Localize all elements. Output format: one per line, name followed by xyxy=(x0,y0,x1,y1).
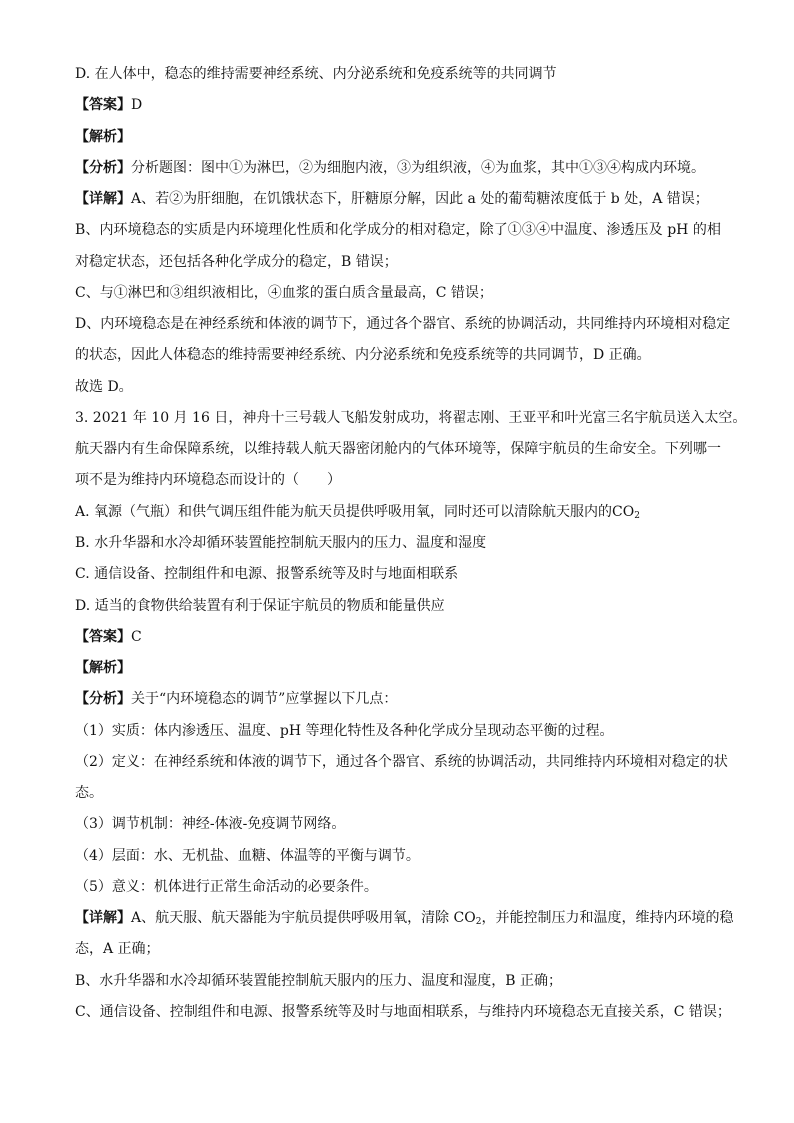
answer-label: 【答案】 xyxy=(75,628,131,645)
q3-stem-line2: 航天器内有生命保障系统，以维持载人航天器密闭舱内的气体环境等，保障宇航员的生命安全。下列哪一 xyxy=(75,441,721,458)
xiangjie-a-text: A、若②为肝细胞，在饥饿状态下，肝糖原分解，因此 a 处的葡萄糖浓度低于 b 处，A 错误； xyxy=(131,191,709,208)
q3-stem-line1: 3. 2021 年 10 月 16 日，神舟十三号载人飞船发射成功，将翟志刚、王亚平和叶光富三名宇航员送入太空。 xyxy=(75,409,747,426)
q2-xiangjie-d-line1: D、内环境稳态是在神经系统和体液的调节下，通过各个器官、系统的协调活动，共同维持内环境相对稳定 xyxy=(75,316,731,333)
q2-option-d: D. 在人体中，稳态的维持需要神经系统、内分泌系统和免疫系统等的共同调节 xyxy=(75,66,557,82)
q3-option-a xyxy=(75,497,721,528)
xiangjie-label: 【详解】 xyxy=(75,910,131,927)
fenxi-label: 【分析】 xyxy=(75,159,131,176)
answer-value: D xyxy=(131,97,143,114)
q3-point-4: （4）层面：水、无机盐、血糖、体温等的平衡与调节。 xyxy=(75,847,420,864)
answer-value: C xyxy=(131,628,142,645)
co2-subscript: 2 xyxy=(634,510,640,521)
q3-xiangjie-a-line1 xyxy=(75,903,734,934)
q2-answer xyxy=(75,90,721,121)
q2-xiangjie-d-line2: 的状态，因此人体稳态的维持需要神经系统、内分泌系统和免疫系统等的共同调节，D 正确。 xyxy=(75,347,651,364)
q3-point-1: （1）实质：体内渗透压、温度、pH 等理化特性及各种化学成分呈现动态平衡的过程。 xyxy=(75,722,614,739)
q3-option-c: C. 通信设备、控制组件和电源、报警系统等及时与地面相联系 xyxy=(75,566,459,583)
q3-point-2-line1: （2）定义：在神经系统和体液的调节下，通过各个器官、系统的协调活动，共同维持内环境相对稳定的状 xyxy=(75,753,728,770)
q3-point-2-line2: 态。 xyxy=(75,785,103,802)
answer-label: 【答案】 xyxy=(75,97,131,114)
q3-xiangjie-b: B、水升华器和水冷却循环装置能控制航天服内的压力、温度和湿度，B 正确； xyxy=(75,972,563,989)
q3-point-3: （3）调节机制：神经-体液-免疫调节网络。 xyxy=(75,816,346,833)
document-body xyxy=(75,59,747,1028)
fenxi-text: 分析题图：图中①为淋巴，②为细胞内液，③为组织液，④为血浆，其中①③④构成内环境。 xyxy=(131,159,705,176)
co2-subscript: 2 xyxy=(475,917,482,928)
q3-point-5: （5）意义：机体进行正常生命活动的必要条件。 xyxy=(75,878,378,895)
q2-xiangjie-a xyxy=(75,184,721,215)
jiexi-label: 【解析】 xyxy=(75,660,131,677)
q2-fenxi xyxy=(75,153,721,184)
option-a-text: A. 氧源（气瓶）和供气调压组件能为航天员提供呼吸用氧，同时还可以清除航天服内的CO xyxy=(75,503,635,520)
q3-jiexi-heading xyxy=(75,653,721,684)
q2-xiangjie-c: C、与①淋巴和③组织液相比，④血浆的蛋白质含量最高，C 错误； xyxy=(75,284,493,301)
q3-xiangjie-c: C、通信设备、控制组件和电源、报警系统等及时与地面相联系，与维持内环境稳态无直接关系，C 错误； xyxy=(75,1003,731,1020)
q2-jiexi-heading xyxy=(75,122,721,153)
q3-option-b: B. 水升华器和水冷却循环装置能控制航天服内的压力、温度和湿度 xyxy=(75,534,487,551)
fenxi-label: 【分析】 xyxy=(75,691,131,708)
fenxi-text: 关于“内环境稳态的调节”应掌握以下几点： xyxy=(131,691,398,708)
q2-xiangjie-b-line2: 对稳定状态，还包括各种化学成分的稳定，B 错误； xyxy=(75,253,398,270)
q3-option-d: D. 适当的食物供给装置有利于保证宇航员的物质和能量供应 xyxy=(75,597,445,614)
xiangjie-label: 【详解】 xyxy=(75,191,131,208)
q3-stem-line3: 项不是为维持内环境稳态而设计的（ ） xyxy=(75,472,341,489)
xiangjie-a-text-part2: ，并能控制压力和温度，维持内环境的稳 xyxy=(481,910,734,927)
xiangjie-a-text-part1: A、航天服、航天器能为宇航员提供呼吸用氧，清除 CO xyxy=(131,910,476,927)
q2-choose: 故选 D。 xyxy=(75,378,133,395)
q3-answer xyxy=(75,622,721,653)
q3-fenxi xyxy=(75,684,721,715)
q2-xiangjie-b-line1: B、内环境稳态的实质是内环境理化性质和化学成分的相对稳定，除了①③④中温度、渗透压及 pH 的相 xyxy=(75,222,721,239)
jiexi-label: 【解析】 xyxy=(75,128,131,145)
q3-xiangjie-a-line2: 态，A 正确； xyxy=(75,941,160,958)
